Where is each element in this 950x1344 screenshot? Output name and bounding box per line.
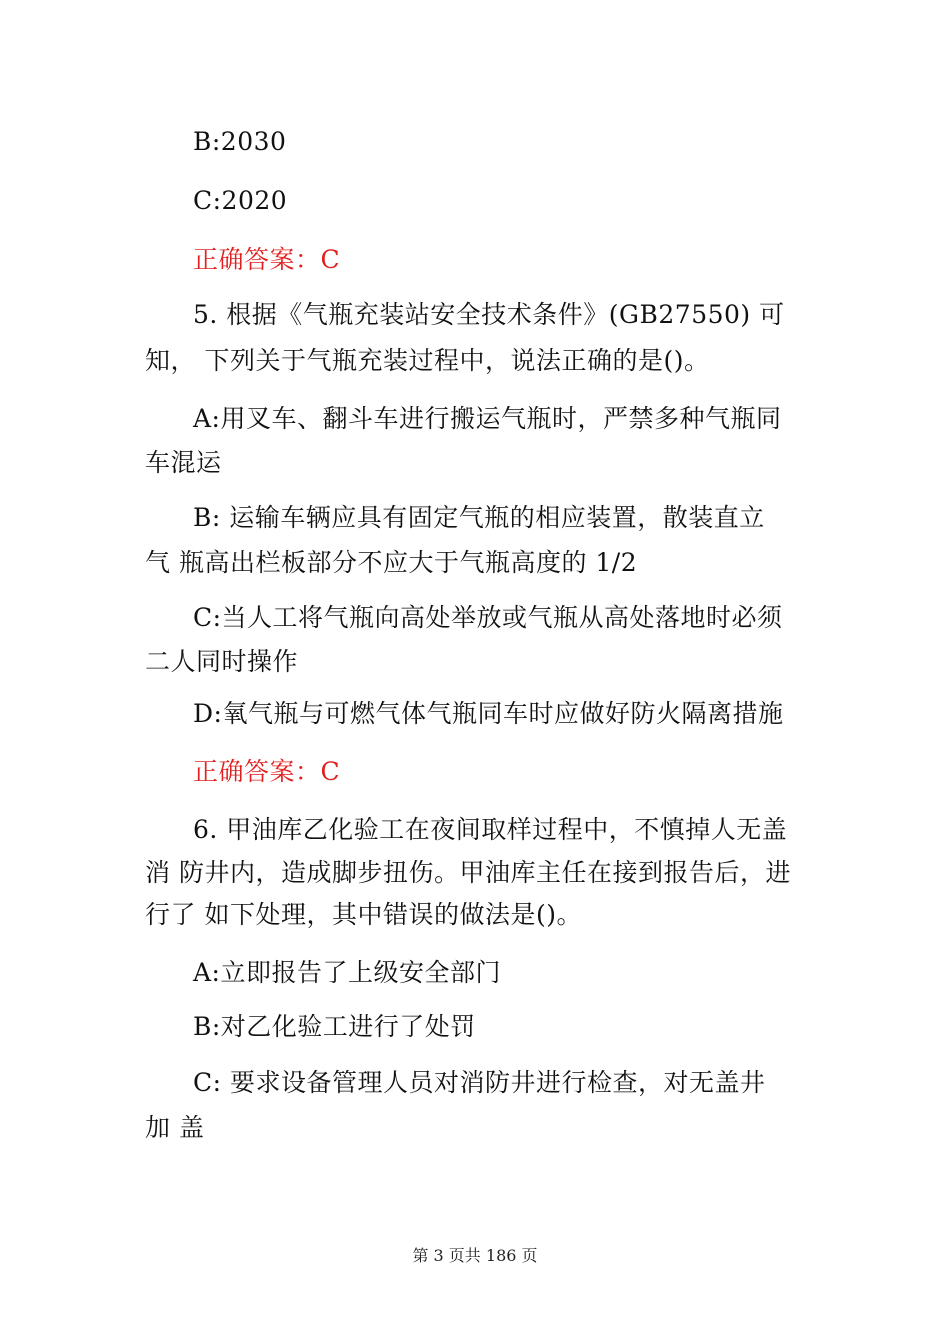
q6-option-c-line-1: C: 要求设备管理人员对消防井进行检查，对无盖井 [193, 1068, 766, 1097]
q5-option-b-line-2: 气 瓶高出栏板部分不应大于气瓶高度的 1/2 [145, 548, 638, 577]
q6-option-b: B:对乙化验工进行了处罚 [193, 1012, 476, 1041]
q5-option-a-line-2: 车混运 [145, 448, 222, 477]
q5-option-b-line-1: B: 运输车辆应具有固定气瓶的相应装置，散装直立 [193, 503, 765, 532]
q6-option-c-line-2: 加 盖 [145, 1113, 205, 1142]
q6-stem-line-2: 消 防井内，造成脚步扭伤。甲油库主任在接到报告后，进 [145, 858, 791, 887]
q4-option-c: C:2020 [193, 186, 288, 215]
q4-option-b: B:2030 [193, 127, 287, 156]
q5-stem-line-1: 5. 根据《气瓶充装站安全技术条件》(GB27550) 可 [193, 300, 785, 329]
q6-option-a: A:立即报告了上级安全部门 [193, 958, 501, 987]
q6-stem-line-1: 6. 甲油库乙化验工在夜间取样过程中，不慎掉人无盖 [193, 815, 788, 844]
q5-option-c-line-2: 二人同时操作 [145, 647, 299, 676]
q5-option-d: D:氧气瓶与可燃气体气瓶同车时应做好防火隔离措施 [193, 699, 784, 728]
q5-stem-line-2: 知， 下列关于气瓶充装过程中，说法正确的是()。 [145, 346, 710, 375]
q5-correct-answer: 正确答案：C [193, 757, 341, 786]
q6-stem-line-3: 行了 如下处理，其中错误的做法是()。 [145, 900, 582, 929]
q5-option-c-line-1: C:当人工将气瓶向高处举放或气瓶从高处落地时必须 [193, 603, 783, 632]
q5-option-a-line-1: A:用叉车、翻斗车进行搬运气瓶时，严禁多种气瓶同 [193, 404, 782, 433]
q4-correct-answer: 正确答案：C [193, 245, 341, 274]
page-footer: 第 3 页共 186 页 [412, 1246, 538, 1265]
